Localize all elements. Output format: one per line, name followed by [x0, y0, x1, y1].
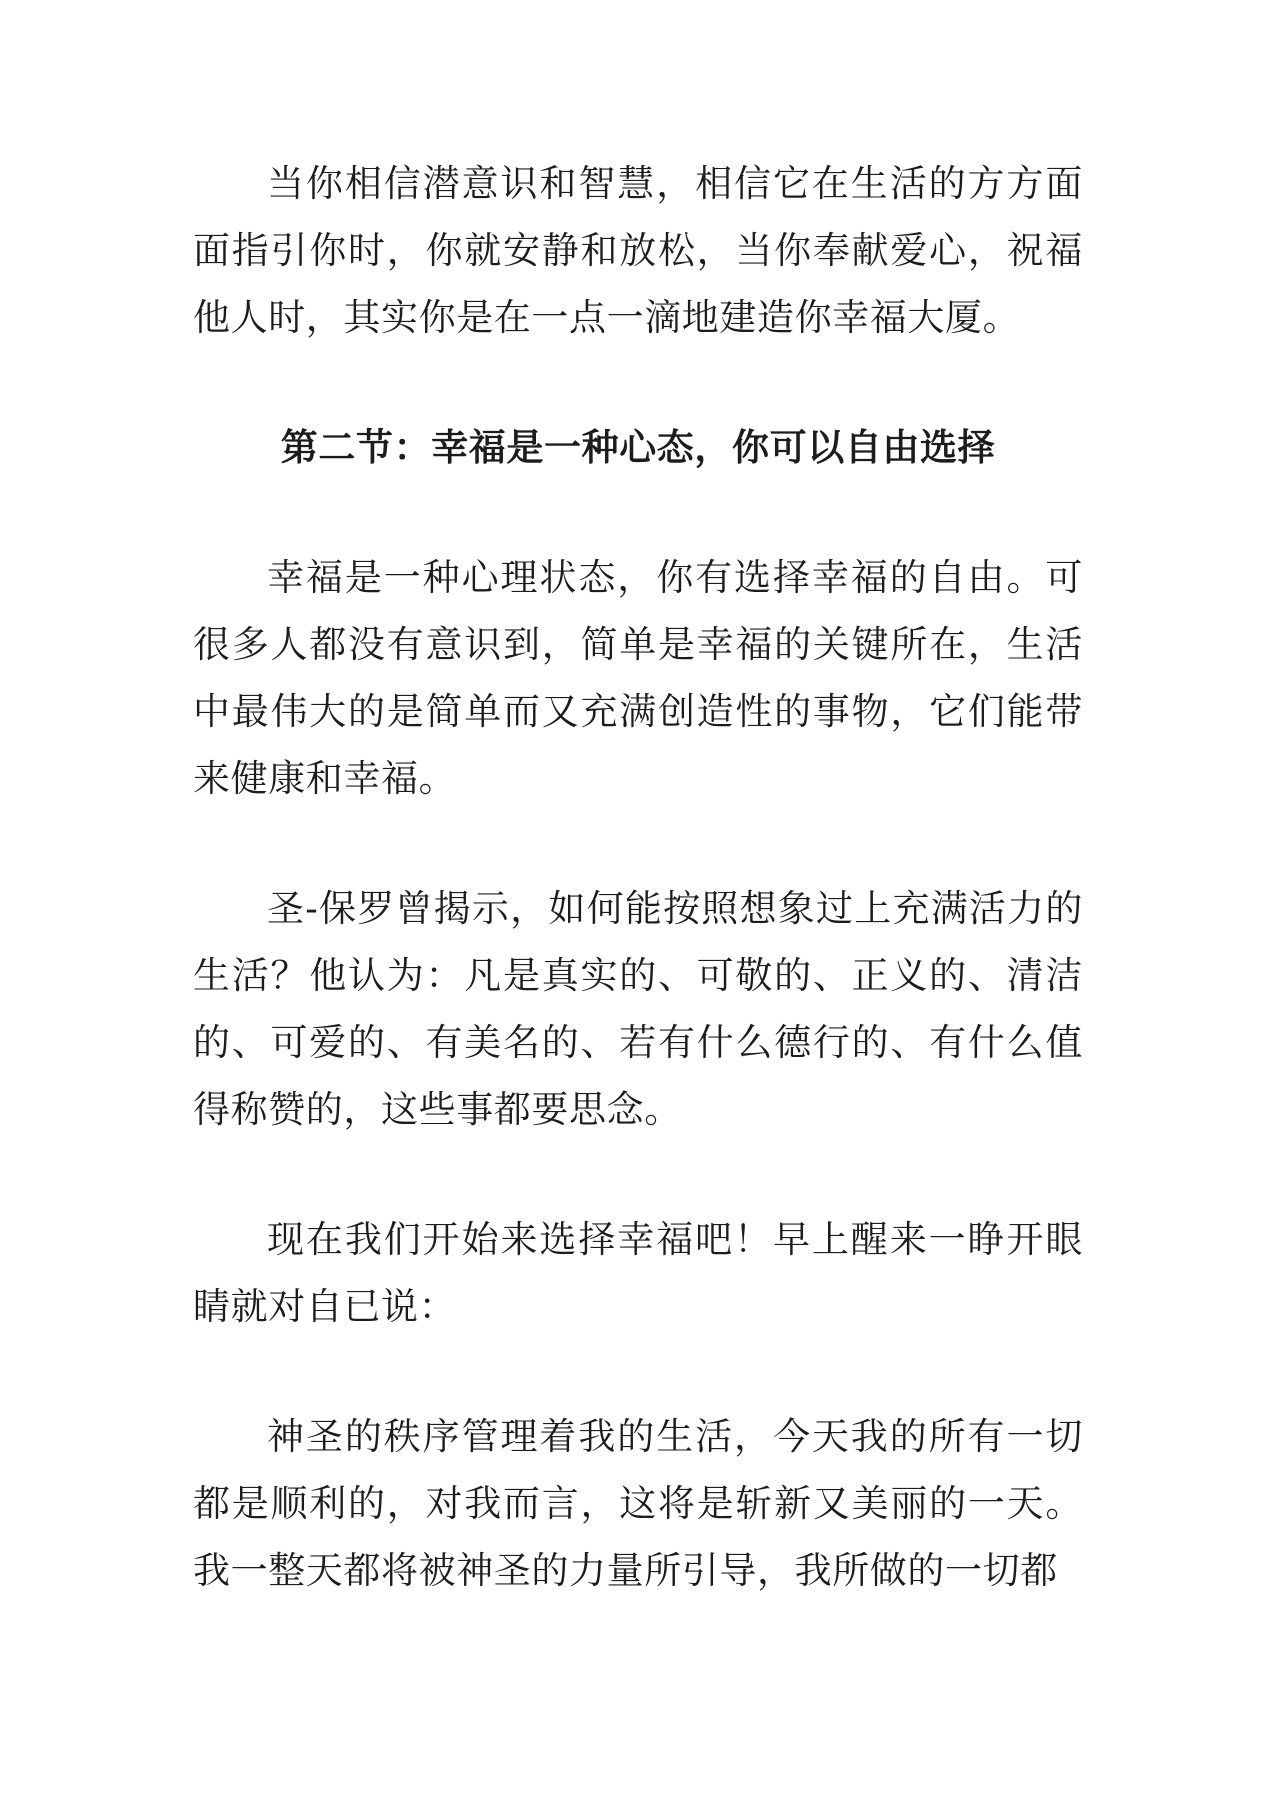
section-title: 第二节：幸福是一种心态，你可以自由选择 — [280, 426, 996, 469]
paragraph-st-paul: 圣-保罗曾揭示，如何能按照想象过上充满活力的生活？他认为：凡是真实的、可敬的、正义的、清洁的、可爱的、有美名的、若有什么德行的、有什么值得称赞的，这些事都要思念。 — [193, 887, 1083, 1131]
paragraph-subconscious-wisdom: 当你相信潜意识和智慧，相信它在生活的方方面面指引你时，你就安静和放松，当你奉献爱心，祝福他人时，其实你是在一点一滴地建造你幸福大厦。 — [193, 162, 1083, 339]
document-page — [193, 150, 1083, 1604]
paragraph-happiness-state: 幸福是一种心理状态，你有选择幸福的自由。可很多人都没有意识到，简单是幸福的关键所在，生活中最伟大的是简单而又充满创造性的事物，它们能带来健康和幸福。 — [193, 556, 1083, 800]
paragraph-choose-happiness: 现在我们开始来选择幸福吧！早上醒来一睁开眼睛就对自已说： — [193, 1218, 1083, 1328]
paragraph-divine-order: 神圣的秩序管理着我的生活，今天我的所有一切都是顺利的，对我而言，这将是斩新又美丽的一天。我一整天都将被神圣的力量所引导，我所做的一切都 — [193, 1415, 1083, 1592]
